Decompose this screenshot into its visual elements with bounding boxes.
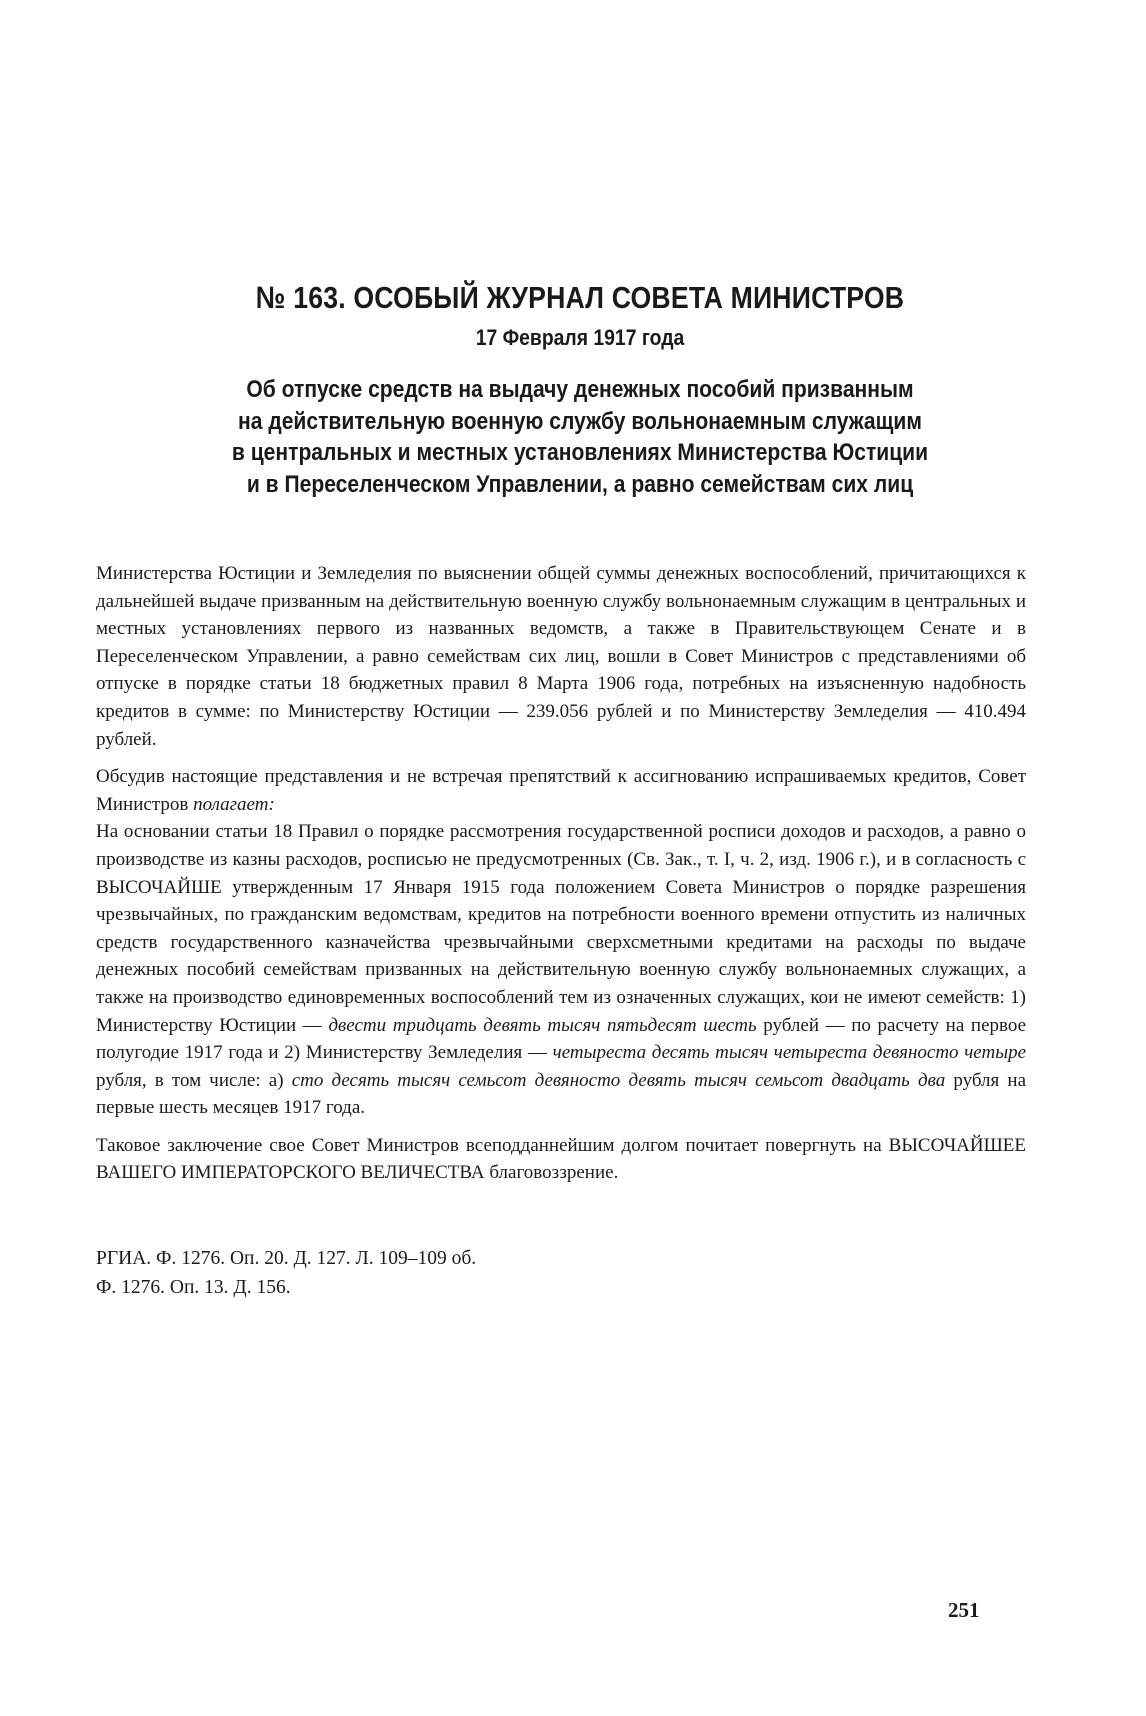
paragraph-council-opinion-emphasis: полагает:: [193, 793, 275, 815]
decision-emphasis: четыреста десять тысяч четыреста девяносто четыре: [552, 1042, 1027, 1064]
document-subject: [219, 374, 941, 500]
document-title: № 163. ОСОБЫЙ ЖУРНАЛ СОВЕТА МИНИСТРОВ: [255, 280, 905, 315]
decision-emphasis: двести тридцать девять тысяч пятьдесят шесть: [328, 1014, 757, 1036]
decision-text-part: рубля на первые шесть месяцев 1917 года.: [96, 1069, 1027, 1119]
decision-text-part: рублей — по расчету на первое полугодие 1917 года и 2) Министерству Земледелия —: [96, 1014, 1027, 1064]
subject-line: и в Переселенческом Управлении, а равно семействам сих лиц: [246, 470, 914, 498]
archive-sources: [96, 1244, 796, 1302]
page-number: 251: [948, 1598, 980, 1622]
decision-text-part: На основании статьи 18 Правил о порядке рассмотрения государственной росписи доходов и расходов, а равно о производстве из казны расходов, росписью не предусмотренных (Св. Зак., т. I, ч. 2, изд. 1906 г.), и в согласность с ВЫСОЧАЙШЕ утвержденным 17 Января 1915 года положением Совета Министров о порядке разрешения чрезвычайных, по гражданским ведомствам, кредитов на потребности военного времени отпустить из наличных средств государственного казначейства чрезвычайными сверхсметными кредитами на расходы по выдаче денежных пособий семействам призванных на действительную военную службу вольнонаемных служащих, а также на производство единовременных воспособлений тем из означенных служащих, кои не имеют семейств: 1) Министерству Юстиции —: [96, 821, 1026, 1036]
subject-line: на действительную военную службу вольнонаемным служащим: [238, 407, 922, 435]
decision-text-part: рубля, в том числе: а): [96, 1069, 292, 1091]
subject-line: в центральных и местных установлениях Министерства Юстиции: [231, 439, 929, 466]
paragraph-council-opinion-text: Обсудив настоящие представления и не встречая препятствий к ассигнованию испрашиваемых кредитов, Совет Министров: [96, 766, 1026, 815]
paragraph-ministries-request: Министерства Юстиции и Земледелия по выяснении общей суммы денежных воспособлений, причитающихся к дальнейшей выдаче призванным на действительную военную службу вольнонаемным служащим в центральных и местных установлениях первого из названных ведомств, а также в Правительствующем Сенате и в Переселенческом Управлении, а равно семействам сих лиц, вошли в Совет Министров с представлениями об отпуске в порядке статьи 18 бюджетных правил 8 Марта 1906 года, потребных на изъясненную надобность кредитов в сумме: по Министерству Юстиции — 239.056 рублей и по Министерству Земледелия — 410.494 рублей.: [96, 563, 1026, 750]
source-reference: Ф. 1276. Оп. 13. Д. 156.: [96, 1277, 291, 1298]
paragraph-council-opinion: [96, 763, 1026, 818]
document-body: [96, 560, 1026, 1187]
paragraph-conclusion: Таковое заключение свое Совет Министров всеподданнейшим долгом почитает повергнуть на ВЫСОЧАЙШЕЕ ВАШЕГО ИМПЕРАТОРСКОГО ВЕЛИЧЕСТВА благовоззрение.: [96, 1134, 1026, 1184]
subject-line: Об отпуске средств на выдачу денежных пособий призванным: [246, 376, 914, 403]
source-reference: РГИА. Ф. 1276. Оп. 20. Д. 127. Л. 109–109 об.: [96, 1248, 477, 1269]
heading-block: [160, 278, 1000, 500]
decision-emphasis: сто десять тысяч семьсот девяносто девять тысяч семьсот двадцать два: [291, 1069, 946, 1091]
paragraph-decision: [96, 818, 1026, 1122]
document-date: 17 Февраля 1917 года: [475, 325, 685, 350]
